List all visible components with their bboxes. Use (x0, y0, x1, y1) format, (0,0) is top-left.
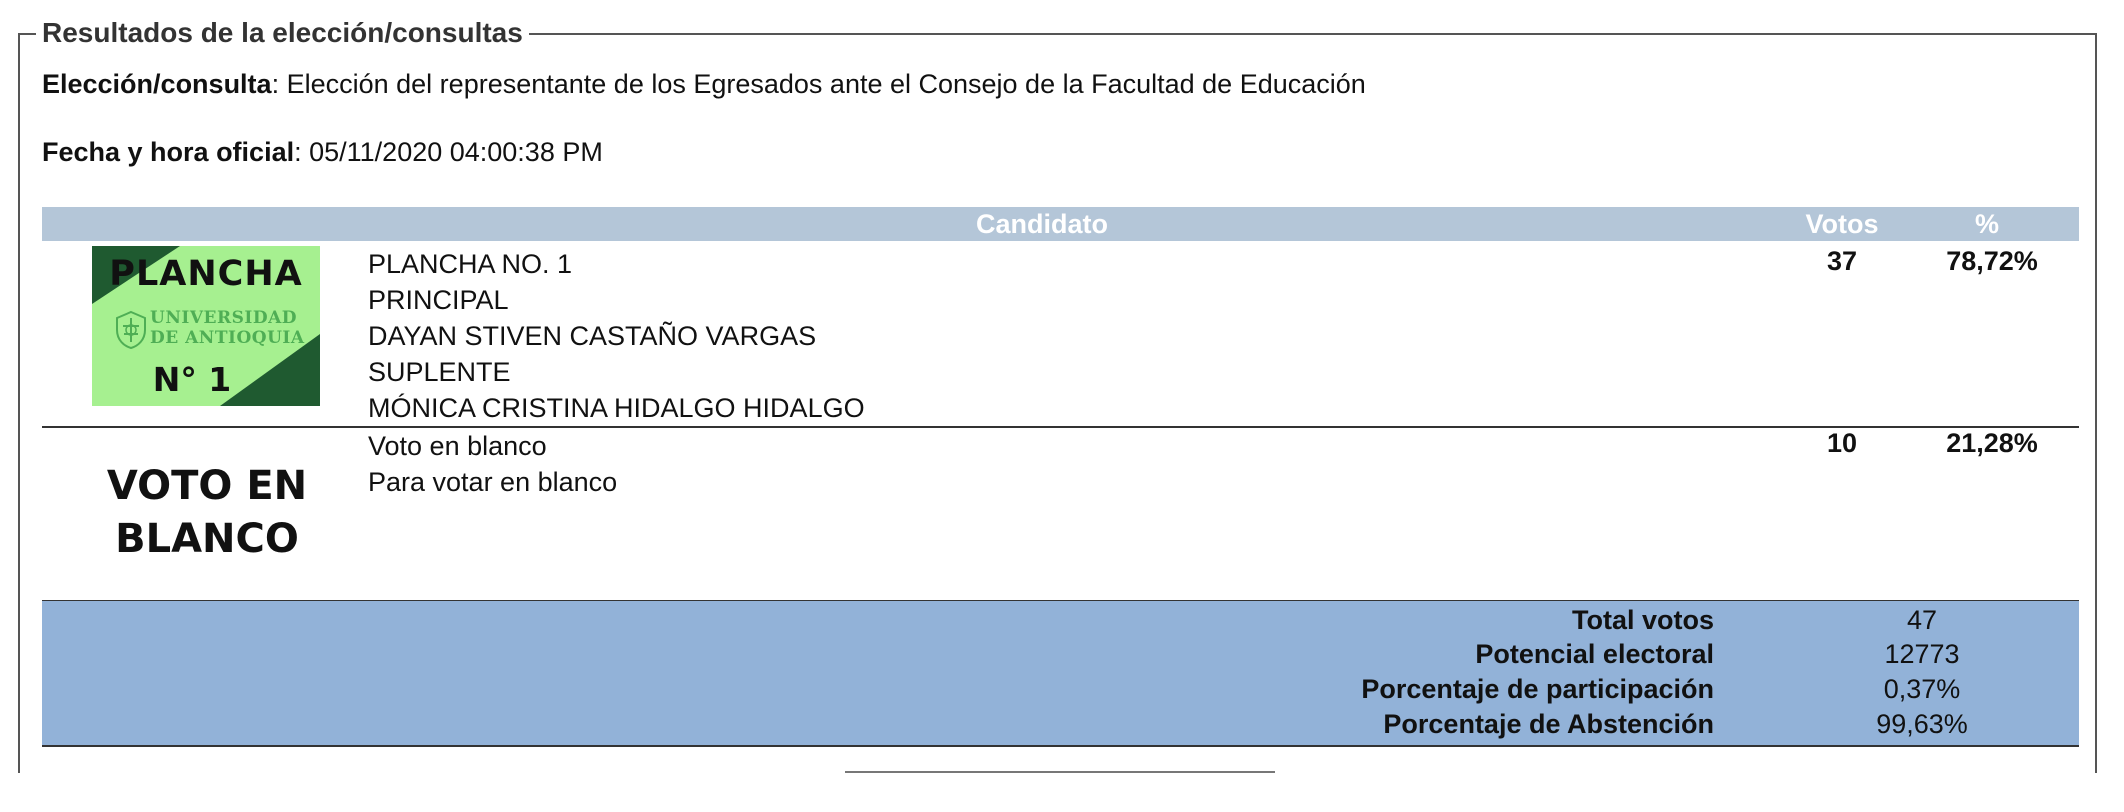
participation-value: 0,37% (1883, 674, 1961, 704)
candidate-line: PLANCHA NO. 1 (368, 249, 573, 279)
university-logo (114, 306, 314, 354)
votes-value: 37 (1826, 246, 1858, 276)
blank-vote-logo (82, 460, 332, 566)
total-votes-value: 47 (1906, 605, 1938, 635)
candidate-line: DAYAN STIVEN CASTAÑO VARGAS (368, 321, 817, 351)
total-votes-label: Total votos (1571, 605, 1714, 635)
votes-value: 10 (1826, 428, 1858, 458)
results-table-header (42, 207, 2079, 241)
official-date-value: 05/11/2020 04:00:38 PM (309, 137, 603, 167)
candidate-details (368, 428, 617, 500)
election-label: Elección/consulta (42, 69, 272, 99)
participation-row (42, 674, 2079, 708)
electoral-potential-label: Potencial electoral (1475, 639, 1714, 669)
participation-label: Porcentaje de participación (1361, 674, 1714, 704)
header-votes: Votos (1805, 209, 1879, 239)
plancha-1-logo (92, 246, 320, 406)
candidate-line: Voto en blanco (368, 431, 547, 461)
table-row (42, 242, 2079, 428)
header-percent: % (1974, 209, 1999, 239)
abstention-value: 99,63% (1876, 709, 1968, 739)
election-value: Elección del representante de los Egresados ante el Consejo de la Facultad de Educación (286, 69, 1366, 99)
header-candidate: Candidato (976, 209, 1108, 239)
university-line-1: UNIVERSIDAD (150, 308, 297, 328)
results-legend: Resultados de la elección/consultas (36, 15, 529, 51)
electoral-potential-value: 12773 (1884, 639, 1960, 669)
official-date-separator: : (294, 137, 310, 167)
candidate-details (368, 246, 865, 426)
blank-logo-line-1: VOTO EN (106, 463, 308, 509)
official-date-label: Fecha y hora oficial (42, 137, 295, 167)
candidate-line: PRINCIPAL (368, 285, 509, 315)
university-line-2: DE ANTIOQUIA (150, 328, 305, 348)
abstention-label: Porcentaje de Abstención (1383, 709, 1714, 739)
totals-section (42, 601, 2079, 747)
logo-number: N° 1 (152, 360, 232, 399)
total-votes-row (42, 605, 2079, 639)
candidate-line: MÓNICA CRISTINA HIDALGO HIDALGO (368, 393, 865, 423)
candidate-line: Para votar en blanco (368, 467, 618, 497)
table-row (42, 428, 2079, 602)
bottom-divider (845, 771, 1275, 773)
abstention-row (42, 709, 2079, 743)
percent-value: 78,72% (1946, 246, 2038, 276)
election-separator: : (271, 69, 287, 99)
percent-value: 21,28% (1946, 428, 2038, 458)
logo-title: PLANCHA (109, 254, 303, 294)
candidate-line: SUPLENTE (368, 357, 511, 387)
university-name (150, 308, 305, 348)
official-date-info (42, 137, 603, 168)
blank-logo-line-2: BLANCO (115, 516, 299, 562)
election-info (42, 69, 1366, 100)
electoral-potential-row (42, 639, 2079, 673)
university-seal-icon (114, 310, 148, 350)
